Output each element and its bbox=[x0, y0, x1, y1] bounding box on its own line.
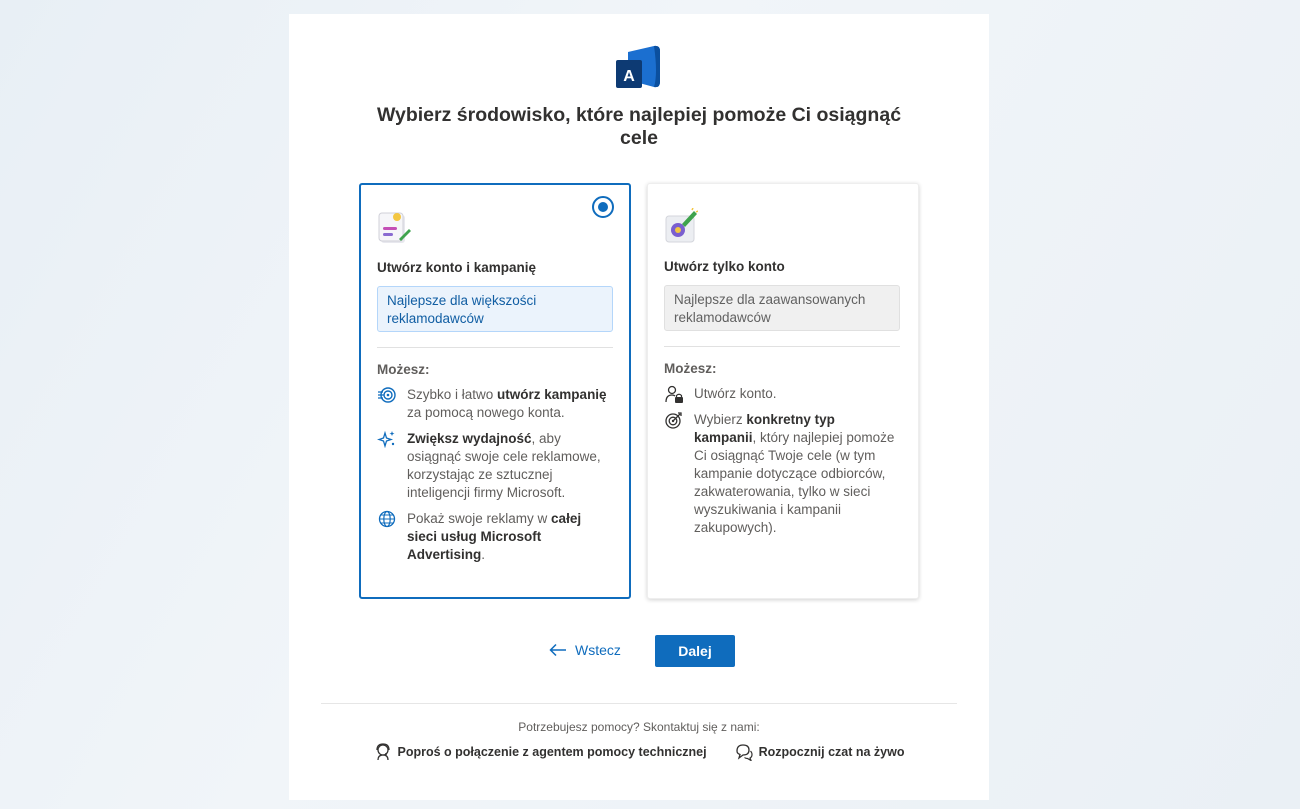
card-title: Utwórz tylko konto bbox=[664, 259, 785, 274]
radio-selected[interactable] bbox=[592, 196, 614, 218]
list-item: Wybierz konkretny typ kampanii, który najlepiej pomoże Ci osiągnąć Twoje cele (w tym kampanie dotyczące odbiorców, zakwaterowania, tylko w sieci wyszukiwania i kampanii zakupowych). bbox=[664, 411, 900, 537]
list-item: Szybko i łatwo utwórz kampanię za pomocą nowego konta. bbox=[377, 386, 613, 422]
feature-list bbox=[377, 386, 613, 572]
card-create-account-only[interactable] bbox=[647, 183, 919, 599]
request-call-link[interactable]: Poproś o połączenie z agentem pomocy technicznej bbox=[374, 743, 707, 761]
list-item: Pokaż swoje reklamy w całej sieci usług Microsoft Advertising. bbox=[377, 510, 613, 564]
account-wand-icon bbox=[664, 208, 698, 244]
next-button[interactable]: Dalej bbox=[655, 635, 735, 667]
back-label: Wstecz bbox=[575, 642, 621, 658]
can-label: Możesz: bbox=[377, 362, 430, 377]
sparkle-icon bbox=[377, 430, 397, 448]
recommendation-badge: Najlepsze dla zaawansowanych reklamodawców bbox=[664, 285, 900, 331]
target-arrow-icon bbox=[664, 411, 684, 429]
globe-icon bbox=[377, 510, 397, 528]
svg-text:A: A bbox=[623, 68, 635, 85]
card-title: Utwórz konto i kampanię bbox=[377, 260, 537, 275]
support-links bbox=[289, 743, 989, 761]
live-chat-link[interactable]: Rozpocznij czat na żywo bbox=[735, 743, 905, 761]
campaign-document-icon bbox=[377, 209, 411, 245]
chat-bubbles-icon bbox=[735, 743, 753, 761]
back-link[interactable] bbox=[549, 642, 621, 658]
recommendation-badge: Najlepsze dla większości reklamodawców bbox=[377, 286, 613, 332]
onboarding-panel bbox=[289, 14, 989, 800]
feature-list bbox=[664, 385, 900, 545]
arrow-left-icon bbox=[549, 643, 567, 657]
divider bbox=[664, 346, 900, 347]
divider bbox=[321, 703, 957, 704]
card-create-account-and-campaign[interactable] bbox=[359, 183, 631, 599]
can-label: Możesz: bbox=[664, 361, 717, 376]
divider bbox=[377, 347, 613, 348]
headset-person-icon bbox=[374, 743, 392, 761]
target-icon bbox=[377, 386, 397, 404]
list-item: Utwórz konto. bbox=[664, 385, 900, 403]
person-lock-icon bbox=[664, 385, 684, 403]
microsoft-advertising-logo-icon bbox=[614, 44, 664, 92]
page-title: Wybierz środowisko, które najlepiej pomoże Ci osiągnąć cele bbox=[376, 104, 902, 149]
list-item: Zwiększ wydajność, aby osiągnąć swoje cele reklamowe, korzystając ze sztucznej inteligencji firmy Microsoft. bbox=[377, 430, 613, 502]
help-text: Potrzebujesz pomocy? Skontaktuj się z nami: bbox=[518, 720, 760, 734]
